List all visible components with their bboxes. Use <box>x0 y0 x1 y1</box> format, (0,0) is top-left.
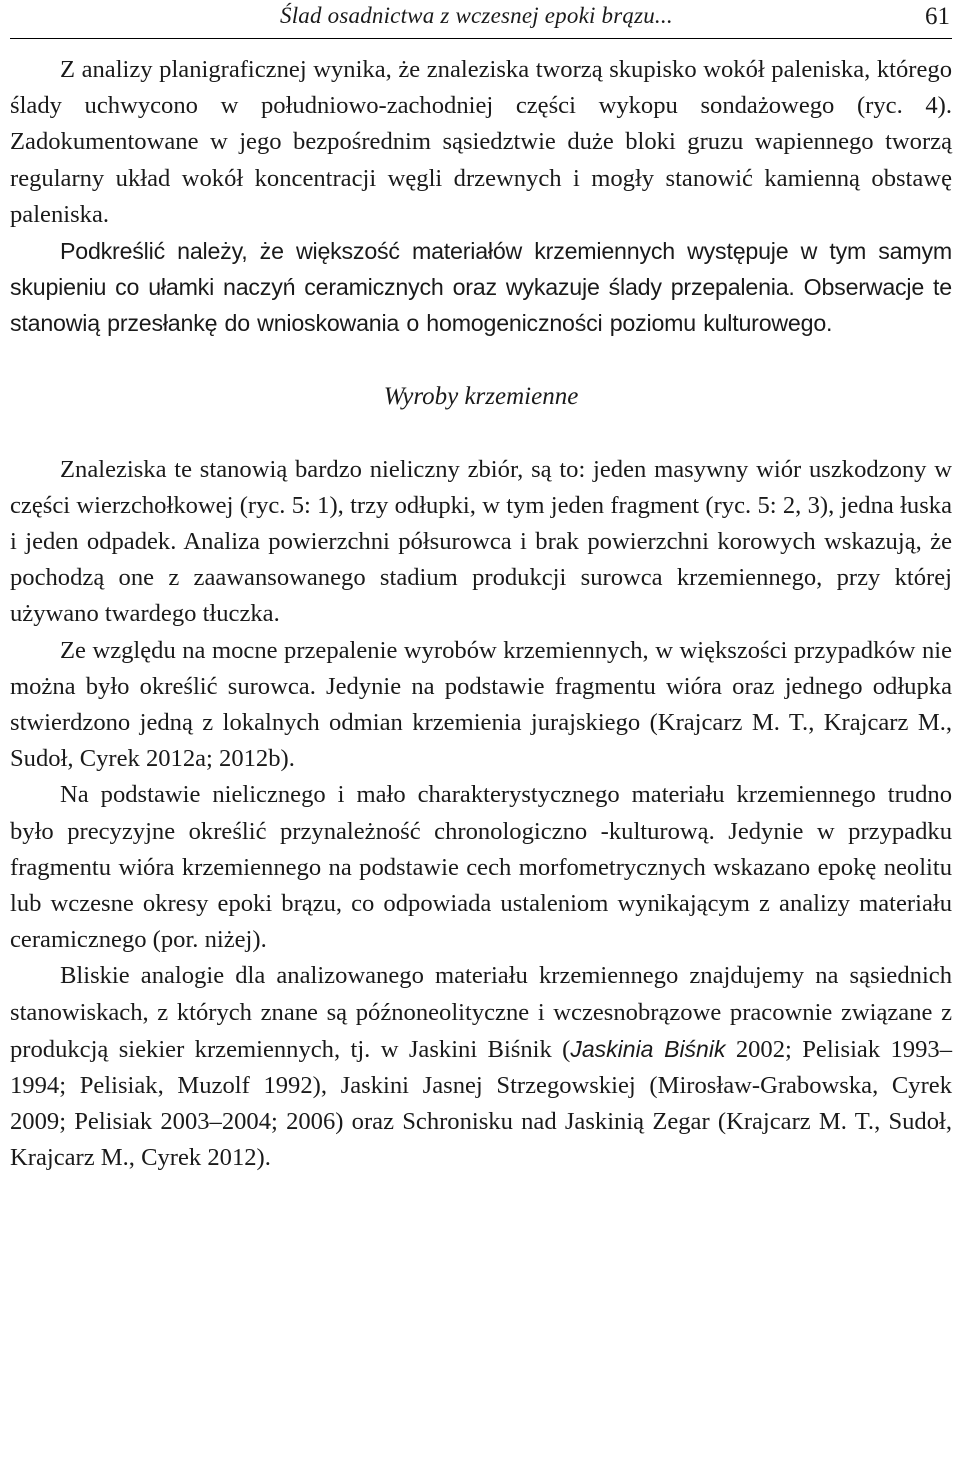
paragraph-5: Na podstawie nielicznego i mało charakterystycznego materiału krzemiennego trudno było precyzyjne określić przynależność chronologiczno -kulturową. Jedynie w przypadku fragmentu wióra krzemiennego na podstawie cech morfometrycznych wskazano epokę neolitu lub wczesne okresy epoki brązu, co odpowiada ustaleniom wynikającym z analizy materiału ceramicznego (por. niżej). <box>10 781 952 954</box>
paragraph-1: Z analizy planigraficznej wynika, że znaleziska tworzą skupisko wokół paleniska, którego ślady uchwycono w południowo-zachodniej części wykopu sondażowego (ryc. 4). Zadokumentowane w jego bezpośrednim sąsiedztwie duże bloki gruzu wapiennego tworzą regularny układ wokół koncentracji węgli drzewnych i mogły stanowić kamienną obstawę paleniska. <box>10 56 952 228</box>
paragraph-3: Znaleziska te stanowią bardzo nieliczny zbiór, są to: jeden masywny wiór uszkodzony w części wierzchołkowej (ryc. 5: 1), trzy odłupki, w tym jeden fragment (ryc. 5: 2, 3), jedna łuska i jeden odpadek. Analiza powierzchni półsurowca i brak powierzchni korowych wskazują, że pochodzą one z zaawansowanego stadium produkcji surowca krzemiennego, przy której używano twardego tłuczka. <box>10 455 952 628</box>
paragraph-6 <box>10 958 952 1176</box>
running-title: Ślad osadnictwa z wczesnej epoki brązu... <box>280 3 673 28</box>
paragraph-4: Ze względu na mocne przepalenie wyrobów krzemiennych, w większości przypadków nie można było określić surowca. Jedynie na podstawie fragmentu wióra oraz jednego odłupka stwierdzono jedną z lokalnych odmian krzemienia jurajskiego (Krajcarz M. T., Krajcarz M., Sudoł, Cyrek 2012a; 2012b). <box>10 636 952 773</box>
paragraph-6-text-b: 2002; Pelisiak 1993–1994; Pelisiak, Muzolf 1992), Jaskini Jasnej Strzegowskiej (Mirosław-Grabowska, Cyrek 2009; Pelisiak 2003–2004; 2006) oraz Schronisku nad Jaskinią Zegar (Krajcarz M. T., Sudoł, Krajcarz M., Cyrek 2012). <box>10 1035 952 1172</box>
page-number: 61 <box>925 3 950 30</box>
section-heading: Wyroby krzemienne <box>383 382 579 410</box>
body-text <box>10 52 952 1177</box>
running-header <box>10 0 952 39</box>
paragraph-6-citation-italic: Jaskinia Biśnik <box>570 1035 726 1062</box>
paragraph-6-text-a: Bliskie analogie dla analizowanego materiału krzemiennego znajdujemy na sąsiednich stanowiskach, z których znane są późnoneolityczne i wczesnobrązowe pracownie związane z produkcją siekier krzemiennych, tj. w Jaskini Biśnik ( <box>10 962 952 1063</box>
paragraph-2: Podkreślić należy, że większość materiałów krzemiennych występuje w tym samym skupieniu co ułamki naczyń ceramicznych oraz wykazuje ślady przepalenia. Obserwacje te stanowią przesłankę do wnioskowania o homogeniczności poziomu kulturowego. <box>10 238 952 337</box>
